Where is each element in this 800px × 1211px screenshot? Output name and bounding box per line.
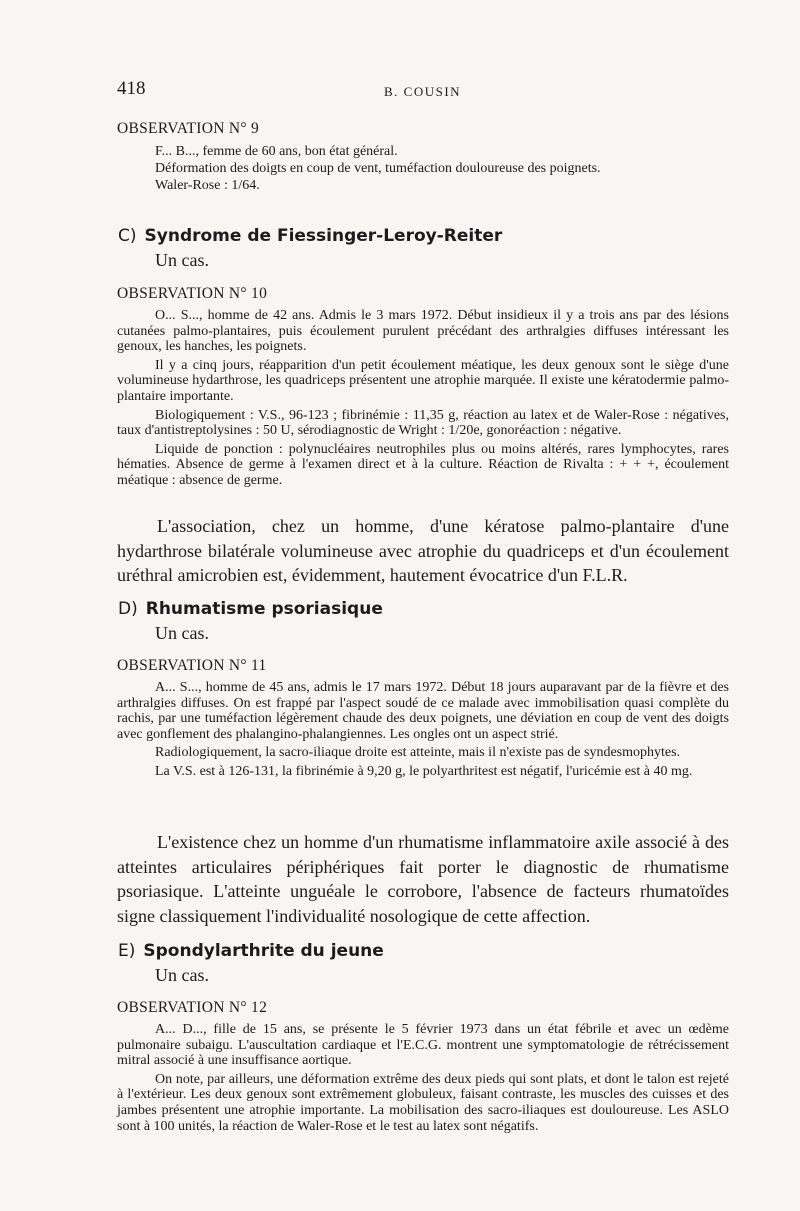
observation-9-line: Déformation des doigts en coup de vent, tuméfaction douloureuse des poignets. xyxy=(155,161,601,176)
observation-11-comment: L'existence chez un homme d'un rhumatisme inflammatoire axile associé à des atteintes articulaires périphériques fait porter le diagnostic de rhumatisme psoriasique. L'atteinte unguéale le corrobore, l'absence de facteurs rhumatoïdes signe classiquement l'individualité nosologique de cette affection. xyxy=(117,832,729,926)
observation-12-paragraph: On note, par ailleurs, une déformation extrême des deux pieds qui sont plats, et dont le talon est rejeté à l'extérieur. Les deux genoux sont extrêmement globuleux, faisant contraste, les muscles des cuisses et des jambes présentent une atrophie importante. La mobilisation des sacro-iliaques est douloureuse. Les ASLO sont à 100 unités, la réaction de Waler-Rose et le test au latex sont négatifs. xyxy=(117,1071,729,1134)
page-number: 418 xyxy=(117,78,146,99)
section-e-count: Un cas. xyxy=(155,965,209,985)
section-e-title: Spondylarthrite du jeune xyxy=(143,941,384,961)
observation-11-body xyxy=(117,680,729,783)
section-d-letter: D) xyxy=(118,599,138,619)
observation-9-line: Waler-Rose : 1/64. xyxy=(155,178,260,193)
observation-10-title: OBSERVATION N° 10 xyxy=(117,285,268,302)
observation-10-paragraph: O... S..., homme de 42 ans. Admis le 3 mars 1972. Début insidieux il y a trois ans par des lésions cutanées palmo-plantaires, puis écoulement purulent précédant des arthralgies diffuses intéressant les genoux, les hanches, les poignets. xyxy=(117,308,729,355)
observation-12-paragraph: A... D..., fille de 15 ans, se présente le 5 février 1973 dans un état fébrile et avec un œdème pulmonaire subaigu. L'auscultation cardiaque et l'E.C.G. montrent une symptomatologie de rétrécissement mitral associé à une insuffisance aortique. xyxy=(117,1022,729,1069)
observation-9-body xyxy=(155,143,601,194)
section-d-count: Un cas. xyxy=(155,623,209,643)
section-c-letter: C) xyxy=(118,226,137,246)
section-d-title: Rhumatisme psoriasique xyxy=(145,599,383,619)
section-d-heading xyxy=(118,599,383,619)
observation-10-paragraph: Liquide de ponction : polynucléaires neutrophiles plus ou moins altérés, rares lymphocytes, rares hématies. Absence de germe à l'examen direct et à la culture. Réaction de Rivalta : + + +, écoulement méatique : absence de germe. xyxy=(117,441,729,488)
observation-9-title: OBSERVATION N° 9 xyxy=(117,120,260,137)
observation-11-paragraph: A... S..., homme de 45 ans, admis le 17 mars 1972. Début 18 jours auparavant par de la fièvre et des arthralgies diffuses. On est frappé par l'aspect soudé de ce malade avec immobilisation quasi complète du rachis, par une tuméfaction légèrement chaude des deux poignets, une déviation en coup de vent des doigts avec gonflement des phalangino-phalangiennes. Les ongles ont un aspect strié. xyxy=(117,680,729,742)
observation-12-title: OBSERVATION N° 12 xyxy=(117,999,268,1016)
observation-10-comment: L'association, chez un homme, d'une kératose palmo-plantaire d'une hydarthrose bilatérale volumineuse avec atrophie du quadriceps et d'un écoulement uréthral amicrobien est, évidemment, hautement évocatrice d'un F.L.R. xyxy=(117,516,729,585)
observation-10-body xyxy=(117,308,729,492)
observation-11-paragraph: Radiologiquement, la sacro-iliaque droite est atteinte, mais il n'existe pas de syndesmophytes. xyxy=(155,745,681,761)
observation-11-paragraph: La V.S. est à 126-131, la fibrinémie à 9,20 g, le polyarthritest est négatif, l'uricémie est à 40 mg. xyxy=(155,763,693,779)
section-e-letter: E) xyxy=(118,941,136,961)
observation-10-paragraph: Biologiquement : V.S., 96-123 ; fibrinémie : 11,35 g, réaction au latex et de Waler-Rose : négatives, taux d'antistreptolysines : 50 U, sérodiagnostic de Wright : 1/20e, gonoréaction : négative. xyxy=(117,407,729,439)
section-c-heading xyxy=(118,226,502,246)
observation-9-line: F... B..., femme de 60 ans, bon état général. xyxy=(155,144,398,159)
observation-11-title: OBSERVATION N° 11 xyxy=(117,657,267,674)
section-c-title: Syndrome de Fiessinger-Leroy-Reiter xyxy=(144,226,503,246)
section-e-heading xyxy=(118,941,384,961)
observation-10-paragraph: Il y a cinq jours, réapparition d'un petit écoulement méatique, les deux genoux sont le siège d'une volumineuse hydarthrose, les quadriceps présentent une atrophie marquée. Il existe une kératodermie palmo-plantaire importante. xyxy=(117,357,729,404)
observation-12-body xyxy=(117,1022,729,1137)
running-header-author: B. COUSIN xyxy=(384,84,462,99)
section-c-count: Un cas. xyxy=(155,250,209,270)
